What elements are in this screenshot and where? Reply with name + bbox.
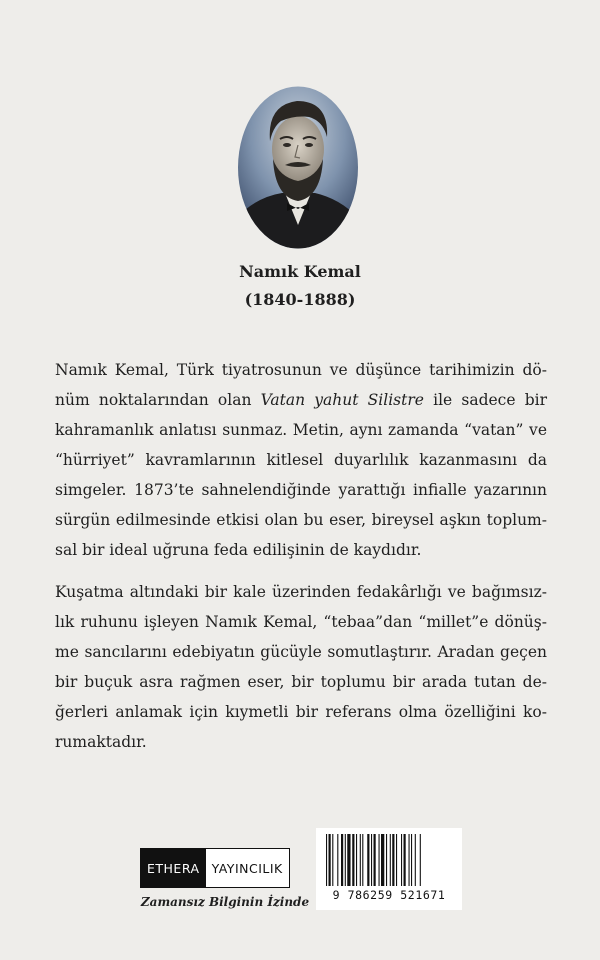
barcode-bar <box>409 834 410 886</box>
barcode-bar <box>332 834 333 886</box>
author-portrait <box>237 85 359 250</box>
barcode-bar <box>362 834 363 886</box>
barcode-bar <box>392 834 394 886</box>
portrait-image <box>237 85 359 250</box>
publisher-slogan: Zamansız Bilginin İzinde <box>140 895 310 909</box>
barcode-bar <box>352 834 354 886</box>
barcode-bar <box>329 834 331 886</box>
publisher-logo-left: ETHERA <box>141 849 206 887</box>
isbn-barcode <box>316 828 462 910</box>
barcode-bar <box>390 834 391 886</box>
blurb-text <box>55 355 547 769</box>
author-years: (1840-1888) <box>244 290 356 309</box>
barcode-number: 9 786259 521671 <box>332 888 446 902</box>
barcode-bar <box>337 834 338 886</box>
barcode-bar <box>411 834 412 886</box>
barcode-bar <box>396 834 397 886</box>
barcode-bars <box>316 828 462 890</box>
barcode-bar <box>415 834 416 886</box>
barcode-bar <box>341 834 343 886</box>
barcode-bar <box>347 834 350 886</box>
publisher-logo <box>140 848 290 888</box>
barcode-bar <box>371 834 372 886</box>
barcode-bar <box>420 834 421 886</box>
barcode-bar <box>404 834 406 886</box>
barcode-bar <box>326 834 327 886</box>
barcode-bar <box>401 834 402 886</box>
barcode-bar <box>381 834 384 886</box>
barcode-bar <box>386 834 387 886</box>
barcode-bar <box>374 834 376 886</box>
p1-part-1: Namık Kemal, Türk tiyatrosunun ve düşünce tarihimizin dönüm noktalarından olan <box>55 361 547 409</box>
blurb-paragraph-2: Kuşatma altındaki bir kale üzerinden fedakârlığı ve bağımsızlık ruhunu işleyen Namık Kemal, “tebaa”dan “millet”e dönüşme sancılarını edebiyatın gücüyle somutlaştırır. Aradan geçen bir buçuk asra rağmen eser, bir toplumu bir arada tutan değerleri anlamak için kıymetli bir referans olma özelliğini korumaktadır. <box>55 583 547 751</box>
author-name: Namık Kemal <box>239 262 361 281</box>
publisher-logo-right: YAYINCILIK <box>211 860 283 876</box>
blurb-paragraph-1 <box>55 355 547 565</box>
barcode-bar <box>367 834 369 886</box>
book-title: Vatan yahut Silistre <box>260 391 424 409</box>
barcode-bar <box>356 834 357 886</box>
p1-part-2: ile sadece bir kahramanlık anlatısı sunmaz. Metin, aynı zamanda “vatan” ve “hürriyet” kavramlarının kitlesel duyarlılık kazanmasını da simgeler. 1873’te sahnelendiğinde yarattığı infialle yazarının sürgün edilmesinde etkisi olan bu eser, bireysel aşkın toplumsal bir ideal uğruna feda edilişinin de kaydıdır. <box>55 391 548 559</box>
barcode-bar <box>360 834 361 886</box>
barcode-bar <box>345 834 346 886</box>
barcode-bar <box>379 834 380 886</box>
